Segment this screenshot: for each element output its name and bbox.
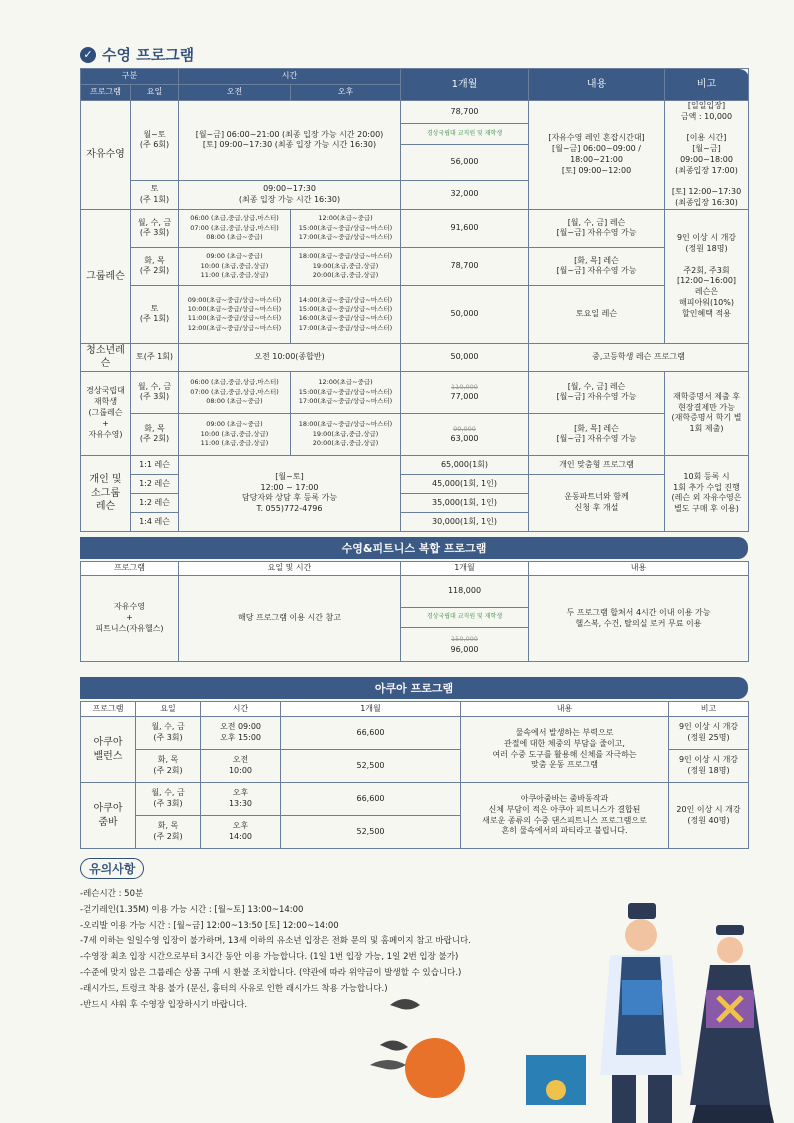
note-item: -걷기레인(1.35M) 이용 가능 시간 : [월~토] 13:00~14:00 <box>80 904 304 915</box>
note-item: -오리발 이용 가능 시간 : [월~금] 12:00~13:50 [토] 12:00~14:00 <box>80 920 339 931</box>
group-content2: [화, 목] 레슨 [월~금] 자유수영 가능 <box>529 247 665 285</box>
group-day1: 월, 수, 금 (주 3회) <box>131 209 179 247</box>
note-item: -레슨시간 : 50분 <box>80 889 144 899</box>
univ-pm2: 18:00(초급~중급/상급~마스터) 19:00(초급,중급,상급) 20:00(초급,중급,상급) <box>291 413 401 455</box>
aqua-zumba-day1: 월, 수, 금 (주 3회) <box>136 783 201 816</box>
group-day2: 화, 목 (주 2회) <box>131 247 179 285</box>
combo-content: 두 프로그램 합쳐서 4시간 이내 이용 가능 헬스복, 수건, 탈의실 로커 무료 이용 <box>529 576 749 662</box>
group-content3: 토요일 레슨 <box>529 285 665 343</box>
private-type-4: 1:4 레슨 <box>131 512 179 531</box>
aqua-zumba-name: 아쿠아 줌바 <box>81 783 136 849</box>
combo-hdr-daytime: 요일 및 시간 <box>179 562 401 576</box>
group-pm1: 12:00(초급~중급) 15:00(초급~중급/상급~마스터) 17:00(초급~중급/상급~마스터) <box>291 209 401 247</box>
youth-time: 오전 10:00(종합반) <box>179 343 401 371</box>
free-swim-price3: 32,000 <box>401 180 529 209</box>
private-price-2: 45,000(1회, 1인) <box>401 474 529 493</box>
hdr-day: 요일 <box>131 85 179 101</box>
private-content1: 개인 맞춤형 프로그램 <box>529 455 665 474</box>
univ-price1: 110,000 77,000 <box>401 371 529 413</box>
aqua-hdr-program: 프로그램 <box>81 702 136 717</box>
group-price1: 91,600 <box>401 209 529 247</box>
aqua-balance-time1: 오전 09:00 오후 15:00 <box>201 717 281 750</box>
woman-figure <box>717 937 743 963</box>
note-item: -수영장 최초 입장 시간으로부터 3시간 동안 이용 가능합니다. (1일 1번 입장 가능, 1일 2번 입장 불가) <box>80 952 459 963</box>
group-am3: 09:00(초급~중급/상급~마스터) 10:00(초급~중급/상급~마스터) 11:00(초급~중급/상급~마스터) 12:00(초급~중급/상급~마스터) <box>179 285 291 343</box>
free-swim-name: 자유수영 <box>81 101 131 210</box>
note-item: -7세 이하는 일일수영 입장이 불가하며, 13세 이하의 유소년 입장은 전화 문의 및 홈페이지 참고 바랍니다. <box>80 936 471 947</box>
aqua-hdr-time: 시간 <box>201 702 281 717</box>
note-item: -반드시 샤워 후 수영장 입장하시기 바랍니다. <box>80 999 248 1010</box>
aqua-balance-day2: 화, 목 (주 2회) <box>136 750 201 783</box>
hdr-time: 시간 <box>179 69 401 85</box>
magpie-bird-icon <box>380 1040 408 1050</box>
private-name: 개인 및 소그룹 레슨 <box>81 455 131 531</box>
group-note: 9인 이상 시 개강 (정원 18명) 주2회, 주3회 [12:00~16:00] 레슨은 해피아워(10%) 할인혜택 적용 <box>665 209 749 343</box>
combo-hdr-program: 프로그램 <box>81 562 179 576</box>
free-swim-content: [자유수영 레인 혼잡시간대] [월~금] 06:00~09:00 / 18:00~21:00 [토] 09:00~12:00 <box>529 101 665 210</box>
group-am1: 06:00 (초급,중급,상급,마스터) 07:00 (초급,중급,상급,마스터) 08:00 (초급~중급) <box>179 209 291 247</box>
aqua-balance-time2: 오전 10:00 <box>201 750 281 783</box>
univ-price2: 90,000 63,000 <box>401 413 529 455</box>
free-swim-green-label: 경상국립대 교직원 및 재학생 <box>401 124 529 145</box>
combo-green-label: 경상국립대 교직원 및 재학생 <box>401 608 529 628</box>
group-price3: 50,000 <box>401 285 529 343</box>
private-content2: 운동파트너와 함께 신청 후 개설 <box>529 474 665 531</box>
hdr-program: 프로그램 <box>81 85 131 101</box>
aqua-zumba-time2: 오후 14:00 <box>201 816 281 849</box>
aqua-zumba-price1: 66,600 <box>281 783 461 816</box>
free-swim-time2: 09:00~17:30 (최종 입장 가능 시간 16:30) <box>179 180 401 209</box>
aqua-zumba-note: 20인 이상 시 개강 (정원 40명) <box>669 783 749 849</box>
combo-hdr-content: 내용 <box>529 562 749 576</box>
combo-title-text: 수영&피트니스 복합 프로그램 <box>341 542 487 555</box>
group-lesson-name: 그룹레슨 <box>81 209 131 343</box>
aqua-balance-note2: 9인 이상 시 개강 (정원 18명) <box>669 750 749 783</box>
aqua-hdr-content: 내용 <box>461 702 669 717</box>
free-swim-price2: 56,000 <box>401 145 529 181</box>
aqua-zumba-day2: 화, 목 (주 2회) <box>136 816 201 849</box>
aqua-balance-note1: 9인 이상 시 개강 (정원 25명) <box>669 717 749 750</box>
hdr-am: 오전 <box>179 85 291 101</box>
univ-am2: 09:00 (초급~중급) 10:00 (초급,중급,상급) 11:00 (초급,중급,상급) <box>179 413 291 455</box>
combo-table <box>80 561 749 662</box>
private-type-2: 1:2 레슨 <box>131 474 179 493</box>
magpie-bird-icon <box>370 1060 406 1070</box>
youth-name: 청소년레슨 <box>81 343 131 371</box>
combo-section-title <box>80 537 748 559</box>
group-content1: [월, 수, 금] 레슨 [월~금] 자유수영 가능 <box>529 209 665 247</box>
combo-hdr-month: 1개월 <box>401 562 529 576</box>
aqua-hdr-month: 1개월 <box>281 702 461 717</box>
combo-time: 해당 프로그램 이용 시간 참고 <box>179 576 401 662</box>
group-am2: 09:00 (초급~중급) 10:00 (초급,중급,상급) 11:00 (초급,중급,상급) <box>179 247 291 285</box>
univ-content2: [화, 목] 레슨 [월~금] 자유수영 가능 <box>529 413 665 455</box>
aqua-hdr-day: 요일 <box>136 702 201 717</box>
swim-section-title <box>80 44 194 65</box>
aqua-section-title <box>80 677 748 699</box>
free-swim-time1: [월~금] 06:00~21:00 (최종 입장 가능 시간 20:00) [토] 09:00~17:30 (최종 입장 가능 시간 16:30) <box>179 101 401 181</box>
aqua-hdr-note: 비고 <box>669 702 749 717</box>
private-price-4: 30,000(1회, 1인) <box>401 512 529 531</box>
private-price-3: 35,000(1회, 1인) <box>401 493 529 512</box>
free-swim-day2: 토 (주 1회) <box>131 180 179 209</box>
private-type-1: 1:1 레슨 <box>131 455 179 474</box>
univ-name: 경상국립대 재학생 (그룹레슨 + 자유수영) <box>81 371 131 455</box>
aqua-balance-content: 물속에서 발생하는 부력으로 관절에 대한 체중의 부담을 줄이고, 여러 수중 도구를 활용해 신체를 자극하는 맞춤 운동 프로그램 <box>461 717 669 783</box>
swim-table <box>80 68 749 532</box>
notes-title: 유의사항 <box>80 858 144 879</box>
univ-content1: [월, 수, 금] 레슨 [월~금] 자유수영 가능 <box>529 371 665 413</box>
swim-title-text: 수영 프로그램 <box>102 46 195 64</box>
hdr-category: 구분 <box>81 69 179 85</box>
group-price2: 78,700 <box>401 247 529 285</box>
aqua-zumba-content: 아쿠아줌바는 줌바동작과 신체 부담이 적은 아쿠아 피트니스가 결합된 새로운 종류의 수중 댄스피트니스 프로그램으로 흔히 물속에서의 파티라고 불립니다. <box>461 783 669 849</box>
free-swim-note: [일일입장] 금액 : 10,000 [이용 시간] [월~금] 09:00~18:00 (최종입장 17:00) [토] 12:00~17:30 (최종입장 16:30) <box>665 101 749 210</box>
private-price-1: 65,000(1회) <box>401 455 529 474</box>
magpie-bird-icon <box>390 999 420 1010</box>
combo-price2: 150,000 96,000 <box>401 628 529 662</box>
hdr-month: 1개월 <box>401 69 529 101</box>
private-time: [월~토] 12:00 ~ 17:00 담당자와 상담 후 등록 가능 T. 055)772-4796 <box>179 455 401 531</box>
aqua-balance-price2: 52,500 <box>281 750 461 783</box>
aqua-table <box>80 701 749 849</box>
aqua-balance-price1: 66,600 <box>281 717 461 750</box>
combo-name: 자유수영 + 피트니스(자유헬스) <box>81 576 179 662</box>
wrapped-gift-icon <box>622 980 662 1015</box>
private-type-3: 1:2 레슨 <box>131 493 179 512</box>
aqua-zumba-time1: 오후 13:30 <box>201 783 281 816</box>
free-swim-price1: 78,700 <box>401 101 529 124</box>
youth-content: 중,고등학생 레슨 프로그램 <box>529 343 749 371</box>
hdr-note: 비고 <box>665 69 749 101</box>
combo-price1: 118,000 <box>401 576 529 608</box>
hdr-pm: 오후 <box>291 85 401 101</box>
univ-pm1: 12:00(초급~중급) 15:00(초급~중급/상급~마스터) 17:00(초급~중급/상급~마스터) <box>291 371 401 413</box>
note-item: -수준에 맞지 않은 그룹레슨 상품 구매 시 환불 조치합니다. (약관에 따라 위약금이 발생할 수 있습니다.) <box>80 967 462 978</box>
univ-am1: 06:00 (초급,중급,상급,마스터) 07:00 (초급,중급,상급,마스터) 08:00 (초급~중급) <box>179 371 291 413</box>
man-figure <box>625 919 657 951</box>
group-pm3: 14:00(초급~중급/상급~마스터) 15:00(초급~중급/상급~마스터) 16:00(초급~중급/상급~마스터) 17:00(초급~중급/상급~마스터) <box>291 285 401 343</box>
check-circle-icon: ✓ <box>80 47 96 63</box>
traditional-couple-illustration <box>370 895 794 1123</box>
note-item: -래시가드, 트렁크 착용 불가 (문신, 흉터의 사유로 인한 래시가드 착용 가능합니다.) <box>80 983 388 994</box>
group-pm2: 18:00(초급~중급/상급~마스터) 19:00(초급,중급,상급) 20:00(초급,중급,상급) <box>291 247 401 285</box>
private-note: 10회 등록 시 1회 추가 수업 진행 (레슨 외 자유수영은 별도 구매 후 이용) <box>665 455 749 531</box>
univ-note: 재학증명서 제출 후 현장결제만 가능 (재학증명서 학기 별 1회 제출) <box>665 371 749 455</box>
aqua-zumba-price2: 52,500 <box>281 816 461 849</box>
aqua-balance-day1: 월, 수, 금 (주 3회) <box>136 717 201 750</box>
youth-day: 토(주 1회) <box>131 343 179 371</box>
free-swim-day1: 월~토 (주 6회) <box>131 101 179 181</box>
hdr-content: 내용 <box>529 69 665 101</box>
aqua-balance-name: 아쿠아 밸런스 <box>81 717 136 783</box>
orange-sun-icon <box>405 1038 465 1098</box>
group-day3: 토 (주 1회) <box>131 285 179 343</box>
youth-price: 50,000 <box>401 343 529 371</box>
aqua-title-text: 아쿠아 프로그램 <box>374 682 454 695</box>
univ-day1: 월, 수, 금 (주 3회) <box>131 371 179 413</box>
univ-day2: 화, 목 (주 2회) <box>131 413 179 455</box>
